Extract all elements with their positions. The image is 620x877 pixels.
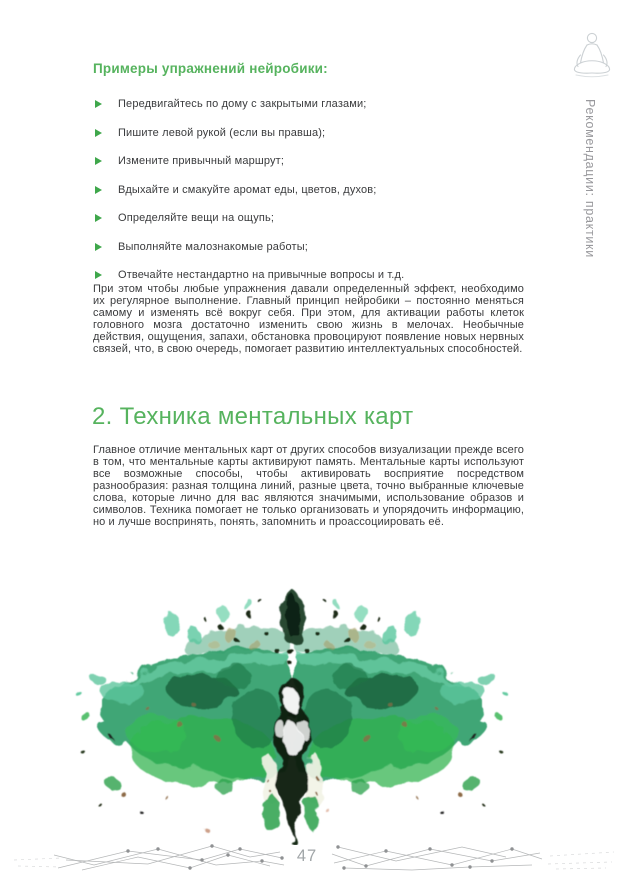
paragraph-neurobics-effect: При этом чтобы любые упражнения давали определенный эффект, необходимо их регулярное выполнение. Главный принцип нейробики – постоянно меняться самому и изменять всё вокруг себя. При этом, для активации работы клеток головного мозга достаточно изменить свою жизнь в мелочах. Необычные действия, ощущения, запахи, обстановка провоцируют появление новых нервных связей, что, в свою очередь, помогает развитию интеллектуальных способностей. — [93, 283, 524, 355]
list-item — [95, 241, 527, 253]
triangle-bullet-icon — [95, 100, 102, 108]
list-item-text: Отвечайте нестандартно на привычные вопросы и т.д. — [118, 269, 405, 281]
list-item — [95, 269, 527, 281]
list-item-text: Пишите левой рукой (если вы правша); — [118, 126, 326, 139]
list-item — [95, 98, 527, 110]
list-item-text: Измените привычный маршрут; — [118, 155, 285, 167]
list-item-text: Выполняйте малознакомые работы; — [118, 240, 308, 253]
paragraph-mind-maps: Главное отличие ментальных карт от других способов визуализации прежде всего в том, что ментальные карты активируют память. Ментальные карты используют все возможные способы, чтобы активировать восприятие посредством разнообразия: разная толщина линий, разные цвета, точно выбранные ключевые слова, которые лично для вас являются значимыми, использование образов и символов. Техника помогает не только организовать и упорядочить информацию, но и лучше воспринять, понять, запомнить и проассоциировать её. — [93, 444, 524, 528]
list-item-text: Передвигайтесь по дому с закрытыми глазами; — [118, 98, 367, 110]
list-item-text: Вдыхайте и смакуйте аромат еды, цветов, духов; — [118, 183, 377, 196]
meditation-person-icon — [570, 30, 614, 82]
exercise-list — [95, 98, 527, 298]
list-item — [95, 184, 527, 196]
triangle-bullet-icon — [95, 271, 102, 279]
list-item — [95, 212, 527, 224]
examples-heading: Примеры упражнений нейробики: — [93, 61, 328, 76]
list-item — [95, 155, 527, 167]
triangle-bullet-icon — [95, 243, 102, 251]
section-heading-mind-maps: 2. Техника ментальных карт — [92, 403, 414, 430]
page-number: 47 — [296, 847, 318, 865]
triangle-bullet-icon — [95, 186, 102, 194]
triangle-bullet-icon — [95, 129, 102, 137]
list-item — [95, 127, 527, 139]
triangle-bullet-icon — [95, 214, 102, 222]
watercolor-inkblot-image — [72, 583, 517, 845]
triangle-bullet-icon — [95, 157, 102, 165]
list-item-text: Определяйте вещи на ощупь; — [118, 212, 275, 224]
margin-section-label: Рекомендации: практики — [583, 99, 597, 258]
